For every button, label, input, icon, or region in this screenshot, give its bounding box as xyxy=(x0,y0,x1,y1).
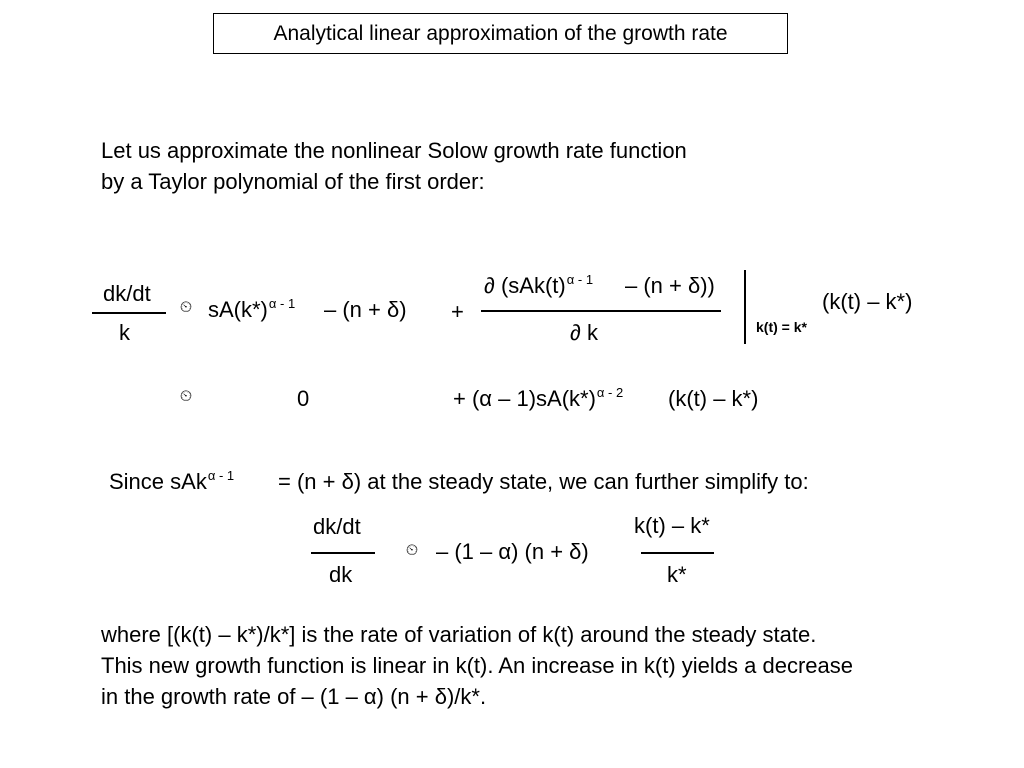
slide-title-text: Analytical linear approximation of the growth rate xyxy=(273,21,728,45)
intro-line: Let us approximate the nonlinear Solow growth rate function xyxy=(101,138,687,163)
approx-symbol: ⏲ xyxy=(405,542,419,559)
coefficient: – (1 – α) (n + δ) xyxy=(436,539,589,564)
rhs-numerator: k(t) – k* xyxy=(634,513,710,538)
derivative-fraction-bar xyxy=(481,310,721,312)
first-term xyxy=(208,296,296,322)
second-term xyxy=(453,385,624,411)
lhs-numerator: dk/dt xyxy=(313,514,361,539)
since-text xyxy=(109,468,235,494)
conclusion-paragraph xyxy=(101,619,853,712)
evaluation-point: k(t) = k* xyxy=(756,319,807,335)
derivative-numerator-exponent: α - 1 xyxy=(566,272,594,287)
first-term-tail: – (n + δ) xyxy=(324,297,407,322)
plus-sign: + xyxy=(451,299,464,324)
since-exponent: α - 1 xyxy=(207,468,235,483)
derivative-denominator: ∂ k xyxy=(570,320,598,345)
intro-paragraph xyxy=(101,135,687,197)
conclusion-line: in the growth rate of – (1 – α) (n + δ)/k*. xyxy=(101,684,487,709)
second-term-main: + (α – 1)sA(k*) xyxy=(453,386,596,411)
first-term-exponent: α - 1 xyxy=(268,296,296,311)
lhs-denominator: dk xyxy=(329,562,353,587)
derivative-numerator-main: ∂ (sAk(t) xyxy=(484,273,566,298)
conclusion-line: This new growth function is linear in k(t). An increase in k(t) yields a decrease xyxy=(101,653,853,678)
approx-symbol: ⏲ xyxy=(179,388,193,405)
evaluation-bar xyxy=(744,270,746,344)
lhs-fraction-bar xyxy=(92,312,166,314)
derivative-numerator xyxy=(484,272,594,298)
rhs-fraction-bar xyxy=(641,552,714,554)
lhs-denominator: k xyxy=(119,320,130,345)
lhs-fraction-bar xyxy=(311,552,375,554)
since-tail: = (n + δ) at the steady state, we can further simplify to: xyxy=(278,469,809,494)
first-term-main: sA(k*) xyxy=(208,297,268,322)
rhs-denominator: k* xyxy=(667,562,687,587)
since-text-main: Since sAk xyxy=(109,469,207,494)
derivative-numerator-tail: – (n + δ)) xyxy=(625,273,715,298)
second-term-tail: (k(t) – k*) xyxy=(668,386,759,411)
lhs-numerator: dk/dt xyxy=(103,281,151,306)
conclusion-line: where [(k(t) – k*)/k*] is the rate of variation of k(t) around the steady state. xyxy=(101,622,817,647)
slide-title xyxy=(213,13,788,54)
second-term-exponent: α - 2 xyxy=(596,385,624,400)
zero-term: 0 xyxy=(297,386,310,411)
intro-line: by a Taylor polynomial of the first order: xyxy=(101,169,485,194)
approx-symbol: ⏲ xyxy=(179,299,193,316)
deviation-factor: (k(t) – k*) xyxy=(822,289,913,314)
